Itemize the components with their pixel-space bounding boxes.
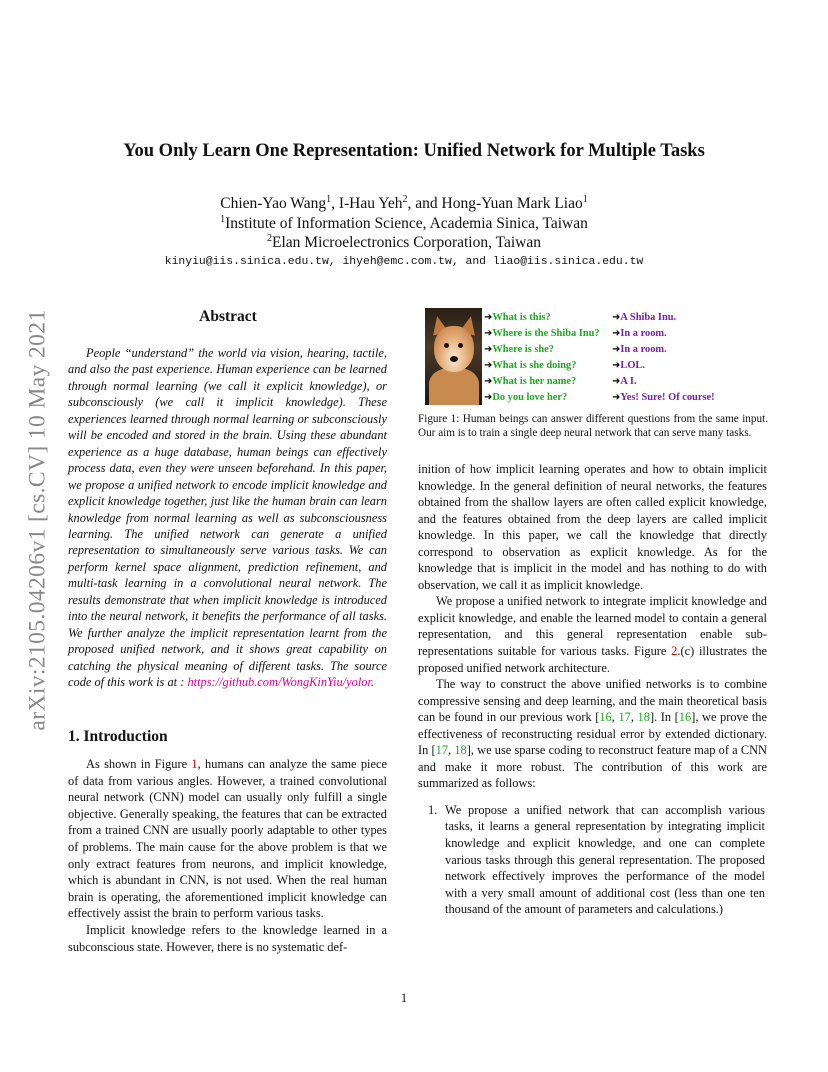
answer-row bbox=[612, 310, 715, 326]
contribution-list bbox=[418, 802, 767, 918]
author-name: , I-Hau Yeh bbox=[331, 195, 403, 212]
citation-link[interactable]: 17 bbox=[618, 710, 631, 725]
arrow-right-icon: ➜ bbox=[484, 344, 493, 355]
abstract-body bbox=[68, 345, 387, 691]
answer-row bbox=[612, 358, 715, 374]
answer-text: LOL. bbox=[620, 360, 645, 371]
abstract-heading: Abstract bbox=[199, 308, 257, 325]
dog-nose bbox=[450, 356, 458, 362]
paragraph-text: We propose a unified network to integrate implicit knowledge and explicit knowledge, and enable the learned model to contain a general representation, and this general representation enable sub-representations suitable for various tasks. Figure bbox=[418, 594, 767, 659]
abstract-text: People “understand” the world via vision, hearing, tactile, and also the past experience. Human experience can be learned through normal learning (we call it explicit knowledge), or subconsciously (we call it implicit knowledge). These experiences learned through normal learning or subconsciously will be encoded and stored in the brain. Using these abundant experience as a huge database, human beings can effectively process data, even they were unseen beforehand. In this paper, we propose a unified network to encode implicit knowledge and explicit knowledge together, just like the human brain can learn knowledge from normal learning as well as subconsciousness learning. The unified network can generate a unified representation to simultaneously serve various tasks. We can perform kernel space alignment, prediction refinement, and multi-task learning in a convolutional neural network. The results demonstrate that when implicit knowledge is introduced into the neural network, it benefits the performance of all tasks. We further analyze the implicit representation learnt from the proposed unified network, and it shows great capability on catching the physical meaning of different tasks. The source code of this work is at : bbox=[68, 346, 387, 690]
dog-eye-left bbox=[444, 343, 449, 348]
figure-ref-link[interactable]: 2 bbox=[671, 644, 678, 659]
paragraph bbox=[418, 676, 767, 792]
paragraph-text: , bbox=[630, 710, 638, 725]
author-emails: kinyiu@iis.sinica.edu.tw, ihyeh@emc.com.tw, and liao@iis.sinica.edu.tw bbox=[164, 256, 644, 268]
paragraph-text: As shown in Figure bbox=[86, 757, 192, 771]
paper-title: You Only Learn One Representation: Unified Network for Multiple Tasks bbox=[123, 141, 705, 161]
citation-link[interactable]: 16 bbox=[678, 710, 692, 725]
answer-text: In a room. bbox=[620, 344, 667, 355]
answer-row bbox=[612, 374, 715, 390]
question-row bbox=[484, 390, 600, 406]
arxiv-identifier bbox=[18, 280, 58, 760]
paragraph-text: .(c) illustrates the proposed unified network architecture. bbox=[418, 644, 768, 675]
section-heading-introduction: 1. Introduction bbox=[68, 728, 168, 745]
affiliation-marker: 2 bbox=[402, 194, 408, 205]
answer-text: In a room. bbox=[620, 328, 667, 339]
citation-link[interactable]: 16 bbox=[599, 710, 612, 725]
source-code-link[interactable]: https://github.com/WongKinYiu/yolor bbox=[187, 675, 371, 690]
paragraph bbox=[68, 756, 387, 922]
arrow-right-icon: ➜ bbox=[612, 328, 621, 339]
question-text: What is she doing? bbox=[492, 360, 577, 371]
citation-link[interactable]: 17 bbox=[435, 743, 449, 758]
question-row bbox=[484, 358, 600, 374]
affiliation-text: Institute of Information Science, Academia Sinica, Taiwan bbox=[225, 215, 588, 232]
list-number: 1. bbox=[428, 802, 438, 817]
answer-row bbox=[612, 342, 715, 358]
paragraph-text: The way to construct the above unified networks is to combine compressive sensing and deep learning, and the main theoretical basis can be found in our previous work [ bbox=[418, 677, 767, 725]
figure-caption: Figure 1: Human beings can answer different questions from the same input. Our aim is to train a single deep neural network that can serve many tasks. bbox=[418, 413, 768, 440]
arxiv-identifier-text: arXiv:2105.04206v1 [cs.CV] 10 May 2021 bbox=[24, 309, 51, 731]
affiliation-marker: 1 bbox=[326, 194, 332, 205]
list-item-text: We propose a unified network that can accomplish various tasks, it learns a general representation by integrating implicit knowledge and explicit knowledge, and one can complete various tasks through this general representation. The proposed network effectively improves the performance of the model with a very small amount of additional cost (less than one ten thousand of the amount of parameters and calculations.) bbox=[445, 802, 765, 917]
question-text: Do you love her? bbox=[492, 392, 568, 403]
affiliation-2 bbox=[0, 233, 808, 253]
arrow-right-icon: ➜ bbox=[484, 392, 493, 403]
figure-ref-link[interactable]: 1 bbox=[191, 757, 198, 771]
paragraph-text: ]. In [ bbox=[649, 710, 679, 725]
arrow-right-icon: ➜ bbox=[484, 312, 493, 323]
paragraph-text: , bbox=[611, 710, 619, 725]
arrow-right-icon: ➜ bbox=[484, 360, 493, 371]
right-column-body bbox=[418, 461, 767, 918]
answer-text: A Shiba Inu. bbox=[620, 312, 677, 323]
arrow-right-icon: ➜ bbox=[612, 344, 621, 355]
affiliation-text: Elan Microelectronics Corporation, Taiwan bbox=[272, 234, 541, 251]
citation-link[interactable]: 18 bbox=[454, 743, 467, 758]
affiliation-marker: 1 bbox=[582, 194, 588, 205]
author-name: , and Hong-Yuan Mark Liao bbox=[407, 195, 583, 212]
citation-link[interactable]: 18 bbox=[637, 710, 650, 725]
paragraph-text: , bbox=[448, 743, 455, 758]
affiliation-marker: 2 bbox=[267, 233, 273, 244]
affiliation-marker: 1 bbox=[220, 214, 226, 225]
answer-text: A I. bbox=[620, 376, 637, 387]
paragraph: inition of how implicit learning operates and how to obtain implicit knowledge. In the general definition of neural networks, the features obtained from the shallow layers are often called explicit knowledge, and the features obtained from the deep layers are called implicit knowledge. In this paper, we call the knowledge that directly correspond to observation as explicit knowledge. As for the knowledge that is implicit in the model and has nothing to do with observation, we call it as implicit knowledge. bbox=[418, 462, 767, 592]
author-list bbox=[0, 194, 808, 214]
arrow-right-icon: ➜ bbox=[612, 376, 621, 387]
paragraph-text: ], we prove the effectiveness of reconstructing residual error by extended dictionary. In [ bbox=[418, 710, 767, 758]
shiba-inu-photo bbox=[425, 308, 482, 405]
abstract-end: . bbox=[370, 675, 375, 690]
dog-face bbox=[434, 326, 474, 372]
introduction-body bbox=[68, 756, 387, 955]
arrow-right-icon: ➜ bbox=[612, 392, 621, 403]
question-text: What is this? bbox=[492, 312, 551, 323]
page-number: 1 bbox=[400, 991, 408, 1005]
affiliation-1 bbox=[0, 214, 808, 234]
paragraph-text: , humans can analyze the same piece of data from various angles. However, a trained convolutional neural network (CNN) model can usually only fulfill a single objective. Generally speaking, the features that can be extracted from a trained CNN are usually poorly adaptable to other types of problems. The main cause for the above problem is that we only extract features from neurons, and implicit knowledge, which is abundant in CNN, is not used. When the real human brain is operating, the aforementioned implicit knowledge can effectively assist the brain to perform various tasks. bbox=[68, 757, 387, 921]
author-name: Chien-Yao Wang bbox=[220, 195, 327, 212]
arrow-right-icon: ➜ bbox=[484, 328, 493, 339]
paragraph bbox=[418, 593, 767, 676]
abstract-paragraph bbox=[68, 345, 387, 691]
question-text: What is her name? bbox=[492, 376, 577, 387]
question-row bbox=[484, 342, 600, 358]
list-item bbox=[418, 802, 767, 918]
question-list bbox=[484, 310, 600, 406]
question-text: Where is the Shiba Inu? bbox=[492, 328, 600, 339]
figure-1 bbox=[425, 308, 770, 408]
arrow-right-icon: ➜ bbox=[612, 312, 621, 323]
arrow-right-icon: ➜ bbox=[612, 360, 621, 371]
question-row bbox=[484, 326, 600, 342]
dog-eye-right bbox=[458, 343, 463, 348]
answer-row bbox=[612, 326, 715, 342]
dog-body bbox=[429, 368, 479, 405]
paragraph-text: ], we use sparse coding to reconstruct feature map of a CNN and make it more robust. The contribution of this work are summarized as follows: bbox=[418, 743, 768, 791]
question-text: Where is she? bbox=[492, 344, 554, 355]
arrow-right-icon: ➜ bbox=[484, 376, 493, 387]
answer-list bbox=[612, 310, 715, 406]
answer-text: Yes! Sure! Of course! bbox=[620, 392, 715, 403]
question-row bbox=[484, 374, 600, 390]
answer-row bbox=[612, 390, 715, 406]
question-row bbox=[484, 310, 600, 326]
paragraph: Implicit knowledge refers to the knowledge learned in a subconscious state. However, there is no systematic def- bbox=[68, 922, 387, 954]
